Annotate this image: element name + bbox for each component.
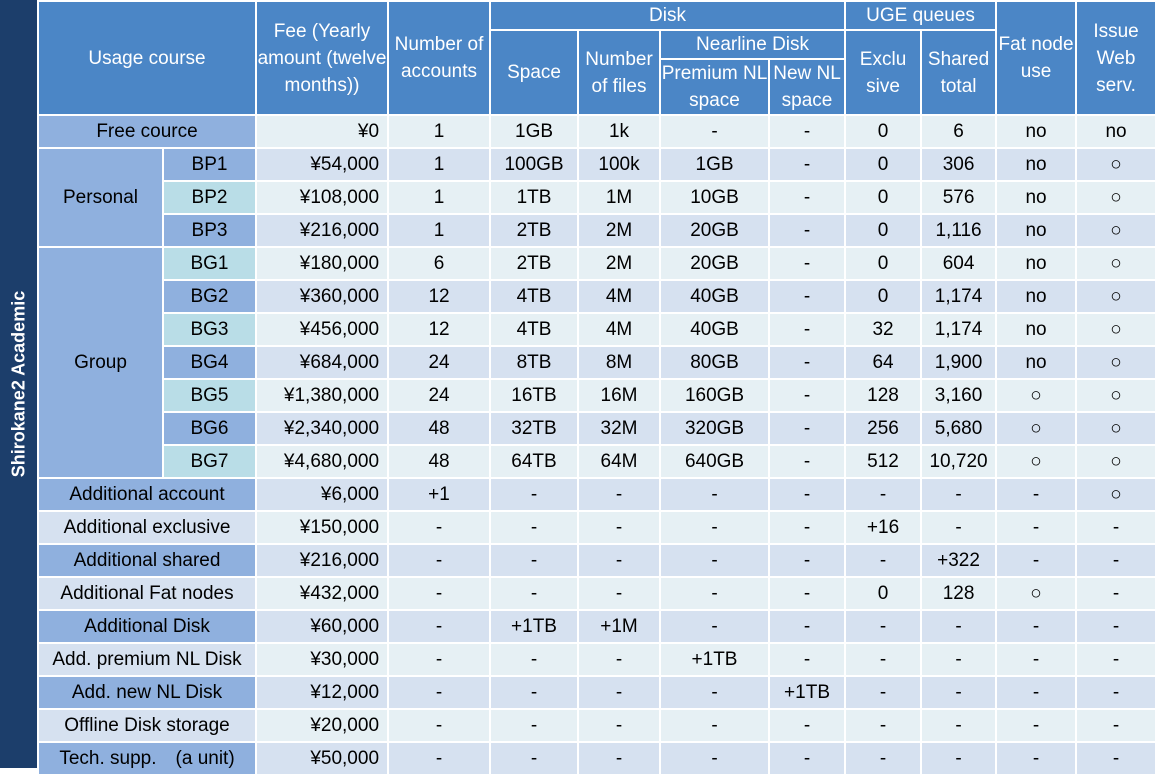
cell-fat-node: no bbox=[996, 247, 1076, 280]
cell-fee: ¥216,000 bbox=[256, 214, 388, 247]
cell-accounts: - bbox=[388, 742, 490, 775]
cell-issue-web: ○ bbox=[1076, 247, 1155, 280]
cell-fat-node: - bbox=[996, 676, 1076, 709]
cell-accounts: - bbox=[388, 577, 490, 610]
cell-issue-web: ○ bbox=[1076, 412, 1155, 445]
cell-files: 1M bbox=[578, 181, 660, 214]
cell-fee: ¥20,000 bbox=[256, 709, 388, 742]
cell-files: 32M bbox=[578, 412, 660, 445]
cell-fat-node: - bbox=[996, 610, 1076, 643]
cell-space: - bbox=[490, 544, 578, 577]
cell-fee: ¥50,000 bbox=[256, 742, 388, 775]
cell-exclusive: - bbox=[845, 742, 921, 775]
cell-shared: 306 bbox=[921, 148, 996, 181]
cell-issue-web: - bbox=[1076, 544, 1155, 577]
cell-exclusive: 256 bbox=[845, 412, 921, 445]
cell-fee: ¥54,000 bbox=[256, 148, 388, 181]
cell-shared: 576 bbox=[921, 181, 996, 214]
cell-fat-node: no bbox=[996, 280, 1076, 313]
cell-shared: 6 bbox=[921, 115, 996, 148]
cell-new-nl: - bbox=[769, 544, 845, 577]
row-label: BG7 bbox=[163, 445, 256, 478]
cell-exclusive: 64 bbox=[845, 346, 921, 379]
cell-accounts: 24 bbox=[388, 379, 490, 412]
table-row bbox=[38, 115, 1155, 148]
cell-accounts: - bbox=[388, 544, 490, 577]
row-label: Additional account bbox=[38, 478, 256, 511]
cell-fee: ¥60,000 bbox=[256, 610, 388, 643]
cell-issue-web: - bbox=[1076, 676, 1155, 709]
table-row bbox=[38, 346, 1155, 379]
cell-fat-node: no bbox=[996, 346, 1076, 379]
cell-issue-web: ○ bbox=[1076, 379, 1155, 412]
cell-fee: ¥12,000 bbox=[256, 676, 388, 709]
cell-space: 2TB bbox=[490, 247, 578, 280]
cell-files: 2M bbox=[578, 214, 660, 247]
header-shared-total: Shared total bbox=[921, 30, 996, 115]
cell-shared: 1,174 bbox=[921, 280, 996, 313]
cell-shared: 604 bbox=[921, 247, 996, 280]
cell-space: 4TB bbox=[490, 313, 578, 346]
table-header bbox=[38, 1, 1155, 115]
cell-shared: 1,116 bbox=[921, 214, 996, 247]
row-label: Additional shared bbox=[38, 544, 256, 577]
cell-accounts: 6 bbox=[388, 247, 490, 280]
cell-fat-node: ○ bbox=[996, 577, 1076, 610]
cell-files: 100k bbox=[578, 148, 660, 181]
cell-accounts: 1 bbox=[388, 214, 490, 247]
cell-premium-nl: 40GB bbox=[660, 313, 769, 346]
row-label: Additional exclusive bbox=[38, 511, 256, 544]
row-label: BG3 bbox=[163, 313, 256, 346]
cell-files: 1k bbox=[578, 115, 660, 148]
cell-fee: ¥2,340,000 bbox=[256, 412, 388, 445]
cell-shared: +322 bbox=[921, 544, 996, 577]
table-row bbox=[38, 610, 1155, 643]
cell-shared: 10,720 bbox=[921, 445, 996, 478]
header-new-nl: New NL space bbox=[769, 59, 845, 115]
cell-fee: ¥180,000 bbox=[256, 247, 388, 280]
cell-accounts: 48 bbox=[388, 445, 490, 478]
cell-new-nl: - bbox=[769, 412, 845, 445]
cell-issue-web: - bbox=[1076, 742, 1155, 775]
cell-shared: - bbox=[921, 511, 996, 544]
cell-accounts: - bbox=[388, 643, 490, 676]
cell-space: 32TB bbox=[490, 412, 578, 445]
cell-new-nl: - bbox=[769, 280, 845, 313]
cell-premium-nl: - bbox=[660, 115, 769, 148]
cell-fat-node: no bbox=[996, 148, 1076, 181]
cell-space: 100GB bbox=[490, 148, 578, 181]
row-label: BG1 bbox=[163, 247, 256, 280]
cell-new-nl: - bbox=[769, 742, 845, 775]
cell-new-nl: - bbox=[769, 643, 845, 676]
cell-premium-nl: 10GB bbox=[660, 181, 769, 214]
header-exclusive: Exclu sive bbox=[845, 30, 921, 115]
cell-exclusive: 0 bbox=[845, 280, 921, 313]
cell-issue-web: ○ bbox=[1076, 478, 1155, 511]
cell-fat-node: - bbox=[996, 511, 1076, 544]
cell-files: 4M bbox=[578, 313, 660, 346]
cell-files: - bbox=[578, 577, 660, 610]
cell-fee: ¥150,000 bbox=[256, 511, 388, 544]
header-fat-node: Fat node use bbox=[996, 1, 1076, 115]
cell-fee: ¥1,380,000 bbox=[256, 379, 388, 412]
cell-premium-nl: - bbox=[660, 676, 769, 709]
cell-premium-nl: - bbox=[660, 544, 769, 577]
cell-fat-node: ○ bbox=[996, 379, 1076, 412]
cell-exclusive: +16 bbox=[845, 511, 921, 544]
cell-premium-nl: 80GB bbox=[660, 346, 769, 379]
cell-new-nl: - bbox=[769, 115, 845, 148]
cell-shared: - bbox=[921, 742, 996, 775]
cell-premium-nl: - bbox=[660, 742, 769, 775]
table-body bbox=[38, 115, 1155, 775]
cell-files: - bbox=[578, 544, 660, 577]
table-row bbox=[38, 742, 1155, 775]
cell-issue-web: - bbox=[1076, 643, 1155, 676]
row-label: Add. premium NL Disk bbox=[38, 643, 256, 676]
cell-exclusive: - bbox=[845, 610, 921, 643]
cell-exclusive: 512 bbox=[845, 445, 921, 478]
cell-accounts: +1 bbox=[388, 478, 490, 511]
header-issue-web: Issue Web serv. bbox=[1076, 1, 1155, 115]
cell-shared: 128 bbox=[921, 577, 996, 610]
table-row bbox=[38, 676, 1155, 709]
row-label: Offline Disk storage bbox=[38, 709, 256, 742]
cell-issue-web: ○ bbox=[1076, 280, 1155, 313]
cell-files: - bbox=[578, 709, 660, 742]
cell-new-nl: - bbox=[769, 181, 845, 214]
header-disk: Disk bbox=[490, 1, 845, 30]
row-label: BG4 bbox=[163, 346, 256, 379]
cell-exclusive: - bbox=[845, 478, 921, 511]
cell-premium-nl: - bbox=[660, 709, 769, 742]
cell-space: 1GB bbox=[490, 115, 578, 148]
cell-accounts: 1 bbox=[388, 115, 490, 148]
cell-files: +1M bbox=[578, 610, 660, 643]
cell-space: - bbox=[490, 577, 578, 610]
cell-exclusive: 0 bbox=[845, 214, 921, 247]
cell-exclusive: - bbox=[845, 643, 921, 676]
cell-premium-nl: - bbox=[660, 511, 769, 544]
cell-new-nl: - bbox=[769, 610, 845, 643]
cell-new-nl: - bbox=[769, 346, 845, 379]
side-title: Shirokane2 Academic bbox=[8, 290, 28, 478]
cell-issue-web: - bbox=[1076, 610, 1155, 643]
cell-shared: - bbox=[921, 610, 996, 643]
row-label: BG5 bbox=[163, 379, 256, 412]
row-label: Add. new NL Disk bbox=[38, 676, 256, 709]
cell-accounts: 1 bbox=[388, 181, 490, 214]
cell-new-nl: - bbox=[769, 379, 845, 412]
cell-exclusive: 0 bbox=[845, 115, 921, 148]
table-row bbox=[38, 709, 1155, 742]
cell-premium-nl: 40GB bbox=[660, 280, 769, 313]
row-label: Additional Disk bbox=[38, 610, 256, 643]
cell-fat-node: - bbox=[996, 742, 1076, 775]
cell-exclusive: 32 bbox=[845, 313, 921, 346]
cell-fat-node: no bbox=[996, 214, 1076, 247]
table-row bbox=[38, 181, 1155, 214]
cell-exclusive: - bbox=[845, 544, 921, 577]
cell-premium-nl: - bbox=[660, 577, 769, 610]
cell-premium-nl: 320GB bbox=[660, 412, 769, 445]
row-label: BG2 bbox=[163, 280, 256, 313]
row-label: BP2 bbox=[163, 181, 256, 214]
cell-accounts: - bbox=[388, 610, 490, 643]
table-row bbox=[38, 511, 1155, 544]
cell-fat-node: no bbox=[996, 115, 1076, 148]
group-label-group: Group bbox=[38, 247, 163, 478]
cell-issue-web: ○ bbox=[1076, 313, 1155, 346]
cell-new-nl: - bbox=[769, 511, 845, 544]
cell-fat-node: - bbox=[996, 544, 1076, 577]
cell-space: - bbox=[490, 643, 578, 676]
cell-new-nl: - bbox=[769, 214, 845, 247]
cell-premium-nl: 1GB bbox=[660, 148, 769, 181]
cell-exclusive: 128 bbox=[845, 379, 921, 412]
cell-fat-node: no bbox=[996, 313, 1076, 346]
cell-fee: ¥432,000 bbox=[256, 577, 388, 610]
row-label: Free cource bbox=[38, 115, 256, 148]
cell-premium-nl: +1TB bbox=[660, 643, 769, 676]
cell-space: - bbox=[490, 676, 578, 709]
table-row bbox=[38, 445, 1155, 478]
cell-fee: ¥360,000 bbox=[256, 280, 388, 313]
cell-premium-nl: 640GB bbox=[660, 445, 769, 478]
cell-new-nl: - bbox=[769, 148, 845, 181]
cell-fat-node: - bbox=[996, 709, 1076, 742]
header-usage-course: Usage course bbox=[38, 1, 256, 115]
cell-exclusive: 0 bbox=[845, 181, 921, 214]
table-row bbox=[38, 412, 1155, 445]
cell-premium-nl: 160GB bbox=[660, 379, 769, 412]
cell-shared: - bbox=[921, 478, 996, 511]
table-row bbox=[38, 379, 1155, 412]
cell-accounts: 48 bbox=[388, 412, 490, 445]
cell-files: 2M bbox=[578, 247, 660, 280]
cell-issue-web: ○ bbox=[1076, 181, 1155, 214]
cell-issue-web: ○ bbox=[1076, 148, 1155, 181]
cell-new-nl: +1TB bbox=[769, 676, 845, 709]
cell-files: - bbox=[578, 676, 660, 709]
cell-exclusive: - bbox=[845, 676, 921, 709]
cell-exclusive: 0 bbox=[845, 148, 921, 181]
cell-accounts: 24 bbox=[388, 346, 490, 379]
header-fee: Fee (Yearly amount (twelve months)) bbox=[256, 1, 388, 115]
table-row bbox=[38, 544, 1155, 577]
cell-fee: ¥456,000 bbox=[256, 313, 388, 346]
cell-issue-web: ○ bbox=[1076, 445, 1155, 478]
cell-shared: 3,160 bbox=[921, 379, 996, 412]
table-row bbox=[38, 148, 1155, 181]
cell-accounts: 12 bbox=[388, 280, 490, 313]
cell-new-nl: - bbox=[769, 709, 845, 742]
cell-space: - bbox=[490, 478, 578, 511]
side-title-band bbox=[0, 0, 37, 768]
header-accounts: Number of accounts bbox=[388, 1, 490, 115]
cell-shared: 1,900 bbox=[921, 346, 996, 379]
row-label: BG6 bbox=[163, 412, 256, 445]
cell-fee: ¥0 bbox=[256, 115, 388, 148]
cell-shared: 5,680 bbox=[921, 412, 996, 445]
cell-files: 64M bbox=[578, 445, 660, 478]
cell-files: - bbox=[578, 511, 660, 544]
table-row bbox=[38, 214, 1155, 247]
cell-shared: - bbox=[921, 709, 996, 742]
cell-fee: ¥4,680,000 bbox=[256, 445, 388, 478]
row-label: Tech. supp. (a unit) bbox=[38, 742, 256, 775]
header-files: Number of files bbox=[578, 30, 660, 115]
cell-fat-node: no bbox=[996, 181, 1076, 214]
cell-files: 16M bbox=[578, 379, 660, 412]
cell-space: +1TB bbox=[490, 610, 578, 643]
cell-fee: ¥216,000 bbox=[256, 544, 388, 577]
cell-space: 2TB bbox=[490, 214, 578, 247]
cell-premium-nl: 20GB bbox=[660, 214, 769, 247]
row-label: BP3 bbox=[163, 214, 256, 247]
cell-issue-web: - bbox=[1076, 511, 1155, 544]
header-space: Space bbox=[490, 30, 578, 115]
cell-fee: ¥684,000 bbox=[256, 346, 388, 379]
cell-issue-web: ○ bbox=[1076, 214, 1155, 247]
cell-shared: - bbox=[921, 643, 996, 676]
cell-accounts: - bbox=[388, 676, 490, 709]
cell-fee: ¥6,000 bbox=[256, 478, 388, 511]
cell-new-nl: - bbox=[769, 445, 845, 478]
cell-space: - bbox=[490, 709, 578, 742]
cell-files: - bbox=[578, 742, 660, 775]
cell-new-nl: - bbox=[769, 478, 845, 511]
table-row bbox=[38, 478, 1155, 511]
cell-space: 64TB bbox=[490, 445, 578, 478]
cell-fat-node: - bbox=[996, 643, 1076, 676]
cell-space: - bbox=[490, 511, 578, 544]
cell-fee: ¥30,000 bbox=[256, 643, 388, 676]
cell-premium-nl: - bbox=[660, 610, 769, 643]
cell-accounts: 1 bbox=[388, 148, 490, 181]
cell-premium-nl: - bbox=[660, 478, 769, 511]
cell-new-nl: - bbox=[769, 577, 845, 610]
cell-exclusive: 0 bbox=[845, 577, 921, 610]
row-label: Additional Fat nodes bbox=[38, 577, 256, 610]
table-row bbox=[38, 313, 1155, 346]
cell-exclusive: 0 bbox=[845, 247, 921, 280]
cell-new-nl: - bbox=[769, 247, 845, 280]
cell-issue-web: no bbox=[1076, 115, 1155, 148]
row-label: BP1 bbox=[163, 148, 256, 181]
cell-space: - bbox=[490, 742, 578, 775]
table-row bbox=[38, 280, 1155, 313]
cell-accounts: 12 bbox=[388, 313, 490, 346]
table-row bbox=[38, 577, 1155, 610]
table-row bbox=[38, 247, 1155, 280]
cell-accounts: - bbox=[388, 511, 490, 544]
cell-new-nl: - bbox=[769, 313, 845, 346]
cell-issue-web: - bbox=[1076, 709, 1155, 742]
cell-shared: 1,174 bbox=[921, 313, 996, 346]
cell-fat-node: - bbox=[996, 478, 1076, 511]
cell-files: 8M bbox=[578, 346, 660, 379]
cell-space: 8TB bbox=[490, 346, 578, 379]
header-uge: UGE queues bbox=[845, 1, 996, 30]
group-label-personal: Personal bbox=[38, 148, 163, 247]
cell-fee: ¥108,000 bbox=[256, 181, 388, 214]
cell-space: 4TB bbox=[490, 280, 578, 313]
header-premium-nl: Premium NL space bbox=[660, 59, 769, 115]
cell-files: 4M bbox=[578, 280, 660, 313]
cell-space: 16TB bbox=[490, 379, 578, 412]
cell-premium-nl: 20GB bbox=[660, 247, 769, 280]
cell-files: - bbox=[578, 478, 660, 511]
pricing-table bbox=[37, 0, 1155, 776]
cell-issue-web: ○ bbox=[1076, 346, 1155, 379]
header-nearline: Nearline Disk bbox=[660, 30, 845, 59]
cell-issue-web: - bbox=[1076, 577, 1155, 610]
cell-space: 1TB bbox=[490, 181, 578, 214]
cell-accounts: - bbox=[388, 709, 490, 742]
cell-fat-node: ○ bbox=[996, 445, 1076, 478]
table-row bbox=[38, 643, 1155, 676]
cell-fat-node: ○ bbox=[996, 412, 1076, 445]
cell-files: - bbox=[578, 643, 660, 676]
cell-exclusive: - bbox=[845, 709, 921, 742]
cell-shared: - bbox=[921, 676, 996, 709]
